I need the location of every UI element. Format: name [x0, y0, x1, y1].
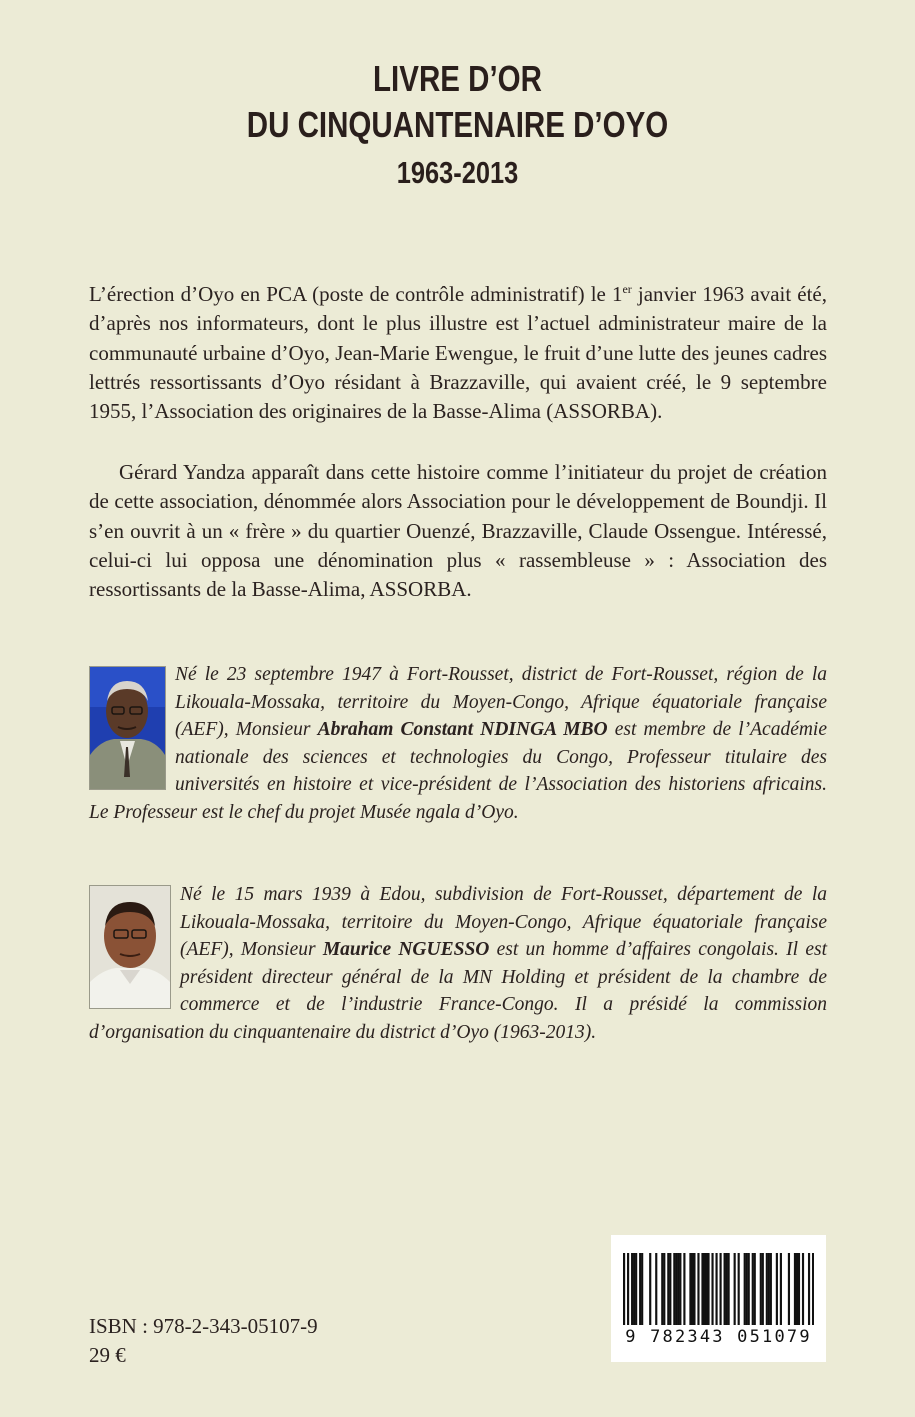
summary-paragraph-1 — [89, 280, 827, 426]
barcode-bars — [623, 1253, 814, 1325]
barcode-bar — [728, 1253, 730, 1325]
price: 29 € — [89, 1343, 126, 1367]
barcode-bar — [724, 1253, 726, 1325]
barcode-bar — [693, 1253, 695, 1325]
barcode-bar — [631, 1253, 633, 1325]
barcode-bar — [734, 1253, 736, 1325]
title-line-1: LIVRE D’OR — [373, 58, 542, 99]
barcode-bar — [683, 1253, 685, 1325]
paragraph-1-rest: janvier 1963 avait été, d’après nos informateurs, dont le plus illustre est l’actuel administrateur maire de la communauté urbaine d’Oyo, Jean-Marie Ewengue, le fruit d’une lutte des jeunes cadres lettrés ressortissants d’Oyo résidant à Brazzaville, qui avaient créé, le 9 septembre 1955, l’Association des originaires de la Basse-Alima (ASSORBA). — [89, 282, 828, 424]
barcode-bar — [649, 1253, 651, 1325]
barcode-bar — [675, 1253, 677, 1325]
barcode-bar — [663, 1253, 665, 1325]
barcode-bar — [754, 1253, 756, 1325]
barcode-bar — [639, 1253, 641, 1325]
barcode-bar — [760, 1253, 762, 1325]
barcode-bar — [661, 1253, 663, 1325]
title-line-2: DU CINQUANTENAIRE D’OYO — [246, 104, 669, 145]
summary-paragraph-2: Gérard Yandza apparaît dans cette histoire comme l’initiateur du projet de création de cette association, dénommée alors Association pour le développement de Boundji. Il s’en ouvrit à un « frère » du quartier Ouenzé, Brazzaville, Claude Ossengue. Intéressé, celui-ci lui opposa une dénomination plus « rassembleuse » : Association des ressortissants de la Basse-Alima, ASSORBA. — [89, 460, 827, 602]
author-1-bio-start: Né le 23 septembre 1947 à Fort-Rousset, district de Fort-Rousset, région de la Likouala-Mossaka, territoire du Moyen-Congo, Afrique équatoriale française (AEF), Monsieur — [175, 664, 827, 740]
author-1-name: Abraham Constant NDINGA MBO — [317, 719, 608, 740]
barcode-bar — [766, 1253, 768, 1325]
barcode-bar — [770, 1253, 772, 1325]
barcode-bar — [802, 1253, 804, 1325]
barcode-bar — [715, 1253, 717, 1325]
barcode-bar — [669, 1253, 671, 1325]
barcode-bar — [641, 1253, 643, 1325]
author-2-bio-end: est un homme d’affaires congolais. Il est président directeur général de la MN Holding et président de la chambre de commerce et de l’industrie France-Congo. Il a présidé la commission d’organisation du cinquantenaire du district d’Oyo (1963-2013). — [89, 939, 827, 1043]
barcode-bar — [677, 1253, 679, 1325]
title-years: 1963-2013 — [396, 155, 519, 190]
author-2-name: Maurice NGUESSO — [322, 939, 490, 960]
barcode-bar — [707, 1253, 709, 1325]
barcode-bar — [701, 1253, 703, 1325]
ordinal-superscript: er — [622, 282, 632, 296]
barcode-bar — [673, 1253, 675, 1325]
author-2-bio-start: Né le 15 mars 1939 à Edou, subdivision de Fort-Rousset, département de la Likouala-Mossaka, territoire du Moyen-Congo, Afrique équatoriale française (AEF), Monsieur — [180, 884, 827, 960]
author-1-bio-end: est membre de l’Académie nationale des sciences et technologies du Congo, Professeur titulaire des universités en histoire et vice-président de l’Association des historiens africains. Le Professeur est le chef du projet Musée ngala d’Oyo. — [89, 719, 828, 823]
barcode-bar — [679, 1253, 681, 1325]
barcode-bar — [794, 1253, 796, 1325]
barcode-bar — [752, 1253, 754, 1325]
paragraph-1-start: L’érection d’Oyo en PCA (poste de contrôle administratif) le 1 — [89, 282, 623, 306]
barcode-bar — [726, 1253, 728, 1325]
barcode-bar — [744, 1253, 746, 1325]
barcode-bar — [798, 1253, 800, 1325]
barcode-digits: 9 782343 051079 — [625, 1327, 812, 1347]
barcode-bar — [667, 1253, 669, 1325]
barcode-bar — [705, 1253, 707, 1325]
barcode-bar — [780, 1253, 782, 1325]
barcode-bar — [627, 1253, 629, 1325]
barcode-bar — [655, 1253, 657, 1325]
barcode-bar — [738, 1253, 740, 1325]
author-bio-1 — [89, 661, 827, 826]
barcode — [611, 1235, 826, 1362]
barcode-bar — [748, 1253, 750, 1325]
barcode-bar — [711, 1253, 713, 1325]
barcode-bar — [788, 1253, 790, 1325]
author-2-portrait-photo — [89, 885, 171, 1009]
author-bio-2 — [89, 881, 827, 1046]
barcode-bar — [635, 1253, 637, 1325]
barcode-bar — [768, 1253, 770, 1325]
author-1-portrait-photo — [89, 666, 166, 790]
isbn-number: ISBN : 978-2-343-05107-9 — [89, 1314, 318, 1338]
barcode-bar — [796, 1253, 798, 1325]
barcode-bar — [623, 1253, 625, 1325]
barcode-bar — [689, 1253, 691, 1325]
barcode-bar — [633, 1253, 635, 1325]
barcode-bar — [691, 1253, 693, 1325]
barcode-bar — [697, 1253, 699, 1325]
barcode-bar — [703, 1253, 705, 1325]
barcode-bar — [808, 1253, 810, 1325]
barcode-bar — [746, 1253, 748, 1325]
barcode-bar — [812, 1253, 814, 1325]
barcode-bar — [776, 1253, 778, 1325]
barcode-bar — [762, 1253, 764, 1325]
barcode-bar — [720, 1253, 722, 1325]
